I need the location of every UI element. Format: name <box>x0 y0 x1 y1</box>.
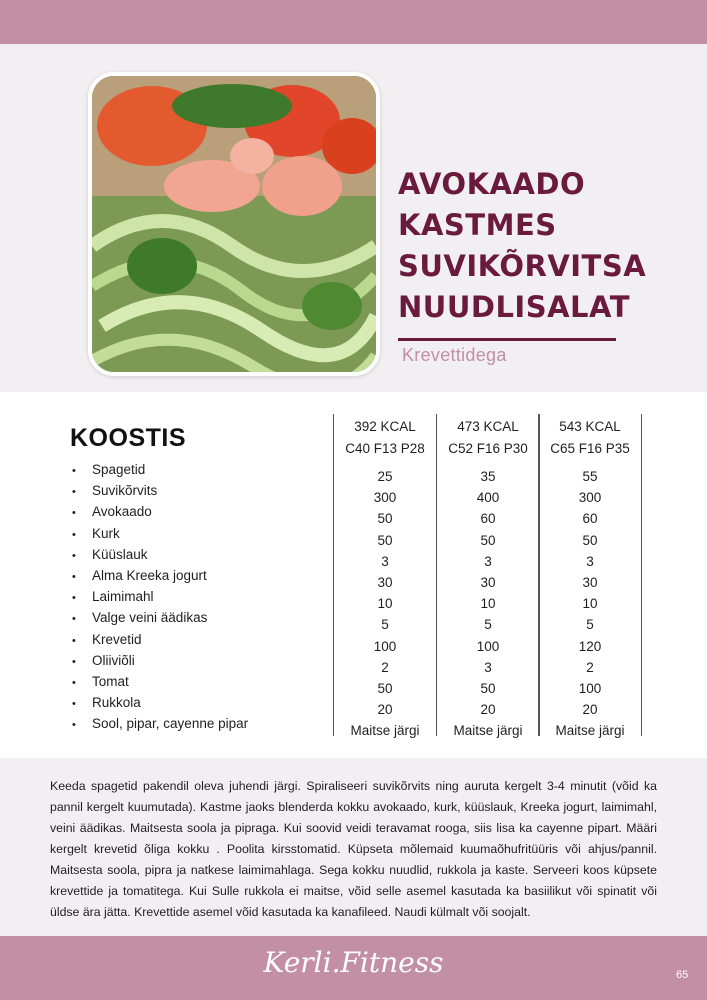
portion-value: 10 <box>480 596 496 612</box>
portion-value: 300 <box>373 490 397 506</box>
ingredient-item <box>72 586 248 607</box>
bullet-icon: • <box>72 592 76 605</box>
portion-value: 2 <box>586 659 594 675</box>
portion-value: 10 <box>582 596 598 612</box>
portion-value: 100 <box>373 638 397 654</box>
bullet-icon: • <box>72 549 76 562</box>
ingredient-item <box>72 459 248 480</box>
portion-value: Maitse järgi <box>350 723 420 739</box>
brand-logo: Kerli.Fitness <box>263 946 444 979</box>
ingredient-item <box>72 692 248 713</box>
portion-value: 50 <box>582 532 598 548</box>
portion-value: 400 <box>476 490 500 506</box>
ingredient-item <box>72 713 248 734</box>
ingredient-item <box>72 480 248 501</box>
ingredient-item <box>72 650 248 671</box>
portion-value: 35 <box>480 469 496 484</box>
instructions-text: Keeda spagetid pakendil oleva juhendi järgi. Spiraliseeri suvikõrvits ning auruta kergelt 3-4 minutit (võid ka pannil kergelt kuumutada). Kastme jaoks blenderda kokku avokaado, kurk, küüslauk, Kreeka jogurt, laimimahl, veini äädikas. Maitsesta soola ja pipraga. Kui soovid veidi teravamat rooga, siis lisa ka cayenne pipart. Määri kergelt krevetid õliga kokku . Poolita kirsstomatid. Küpseta mõlemaid kuumaõhufritüüris või ahjus/pannil. Maitsesta soola, pipra ja natkese laimimahlaga. Sega kokku nuudlid, rukkola ja kaste. Serveeri koos küpsete krevettide ja tomatitega. Kui Sulle rukkola ei maitse, võid selle asemel kasutada ka basiilikut või spinatit või üldse ära jätta. Krevettide asemel võid kasutada ka kanafileed. Naudi külmalt või soojalt. <box>50 779 657 919</box>
bullet-icon: • <box>72 634 76 647</box>
ingredient-item <box>72 544 248 565</box>
bullet-icon: • <box>72 570 76 583</box>
portion-value: 50 <box>377 511 393 527</box>
ingredient-item <box>72 629 248 650</box>
recipe-title-line: NUUDLISALAT <box>398 290 630 324</box>
ingredient-name: Avokaado <box>92 504 152 520</box>
portion-value: 5 <box>484 617 492 633</box>
portion-value: 30 <box>480 574 496 590</box>
ingredient-name: Valge veini äädikas <box>92 610 208 626</box>
header-band <box>0 0 707 44</box>
ingredient-name: Rukkola <box>92 695 141 711</box>
portion-value: 30 <box>582 574 598 590</box>
portion-value: 25 <box>377 469 393 484</box>
ingredient-name: Kurk <box>92 525 120 541</box>
portion-value: 10 <box>377 596 393 612</box>
portion-macros: C65 F16 P35 <box>550 441 630 456</box>
recipe-title-line: AVOKAADO <box>398 167 586 201</box>
ingredient-name: Laimimahl <box>92 589 154 605</box>
ingredient-item <box>72 523 248 544</box>
portion-value: 55 <box>582 469 598 484</box>
bullet-icon: • <box>72 655 76 668</box>
bullet-icon: • <box>72 676 76 689</box>
portion-kcal: 543 KCAL <box>559 419 621 434</box>
portion-value: 50 <box>480 680 496 696</box>
portion-value: 300 <box>578 490 602 506</box>
ingredient-item <box>72 671 248 692</box>
bullet-icon: • <box>72 465 76 477</box>
portion-value: 50 <box>480 532 496 548</box>
portion-value: 50 <box>377 532 393 548</box>
title-underline <box>398 338 616 341</box>
ingredient-item <box>72 501 248 522</box>
bullet-icon: • <box>72 698 76 711</box>
recipe-subtitle: Krevettidega <box>402 345 507 365</box>
portion-value: 3 <box>586 553 594 569</box>
ingredient-item <box>72 607 248 628</box>
portion-kcal: 392 KCAL <box>354 419 416 434</box>
portion-value: Maitse järgi <box>453 723 523 739</box>
portion-column <box>538 414 642 739</box>
portion-macros: C52 F16 P30 <box>448 441 528 456</box>
portion-value: Maitse järgi <box>555 723 625 739</box>
ingredient-list <box>72 459 248 734</box>
ingredient-name: Alma Kreeka jogurt <box>92 567 207 583</box>
portion-column <box>436 414 540 739</box>
portion-value: 30 <box>377 574 393 590</box>
portion-value: 20 <box>582 702 598 718</box>
portion-value: 100 <box>578 680 602 696</box>
portion-value: 120 <box>578 638 602 654</box>
recipe-title-line: KASTMES <box>398 208 557 242</box>
bullet-icon: • <box>72 486 76 499</box>
portion-value: 5 <box>586 617 594 633</box>
portion-macros: C40 F13 P28 <box>345 441 425 456</box>
recipe-title-line: SUVIKÕRVITSA <box>398 249 647 283</box>
ingredient-name: Spagetid <box>92 462 146 477</box>
portion-values <box>334 466 436 741</box>
portion-values <box>539 466 641 741</box>
portion-kcal: 473 KCAL <box>457 419 519 434</box>
ingredient-name: Suvikõrvits <box>92 483 158 499</box>
portion-value: 3 <box>381 553 389 569</box>
ingredient-name: Krevetid <box>92 631 142 647</box>
portion-value: 60 <box>480 511 496 527</box>
recipe-photo <box>88 72 380 376</box>
ingredient-name: Küüslauk <box>92 546 148 562</box>
portion-value: 50 <box>377 680 393 696</box>
portion-value: 2 <box>381 659 389 675</box>
ingredient-name: Oliiviõli <box>92 652 135 668</box>
portion-value: 5 <box>381 617 389 633</box>
bullet-icon: • <box>72 613 76 626</box>
portion-values <box>437 466 539 741</box>
ingredient-name: Sool, pipar, cayenne pipar <box>92 716 249 732</box>
portion-value: 3 <box>484 553 492 569</box>
ingredient-name: Tomat <box>92 673 129 689</box>
portion-value: 20 <box>377 702 393 718</box>
bullet-icon: • <box>72 507 76 520</box>
ingredient-item <box>72 565 248 586</box>
portion-value: 3 <box>484 659 492 675</box>
bullet-icon: • <box>72 719 76 732</box>
recipe-title <box>398 164 658 328</box>
food-illustration <box>92 76 376 372</box>
portion-value: 20 <box>480 702 496 718</box>
portion-value: 100 <box>476 638 500 654</box>
ingredients-heading: KOOSTIS <box>70 424 187 452</box>
portion-column <box>333 414 437 739</box>
page-number: 65 <box>676 969 689 981</box>
bullet-icon: • <box>72 528 76 541</box>
portion-value: 60 <box>582 511 598 527</box>
